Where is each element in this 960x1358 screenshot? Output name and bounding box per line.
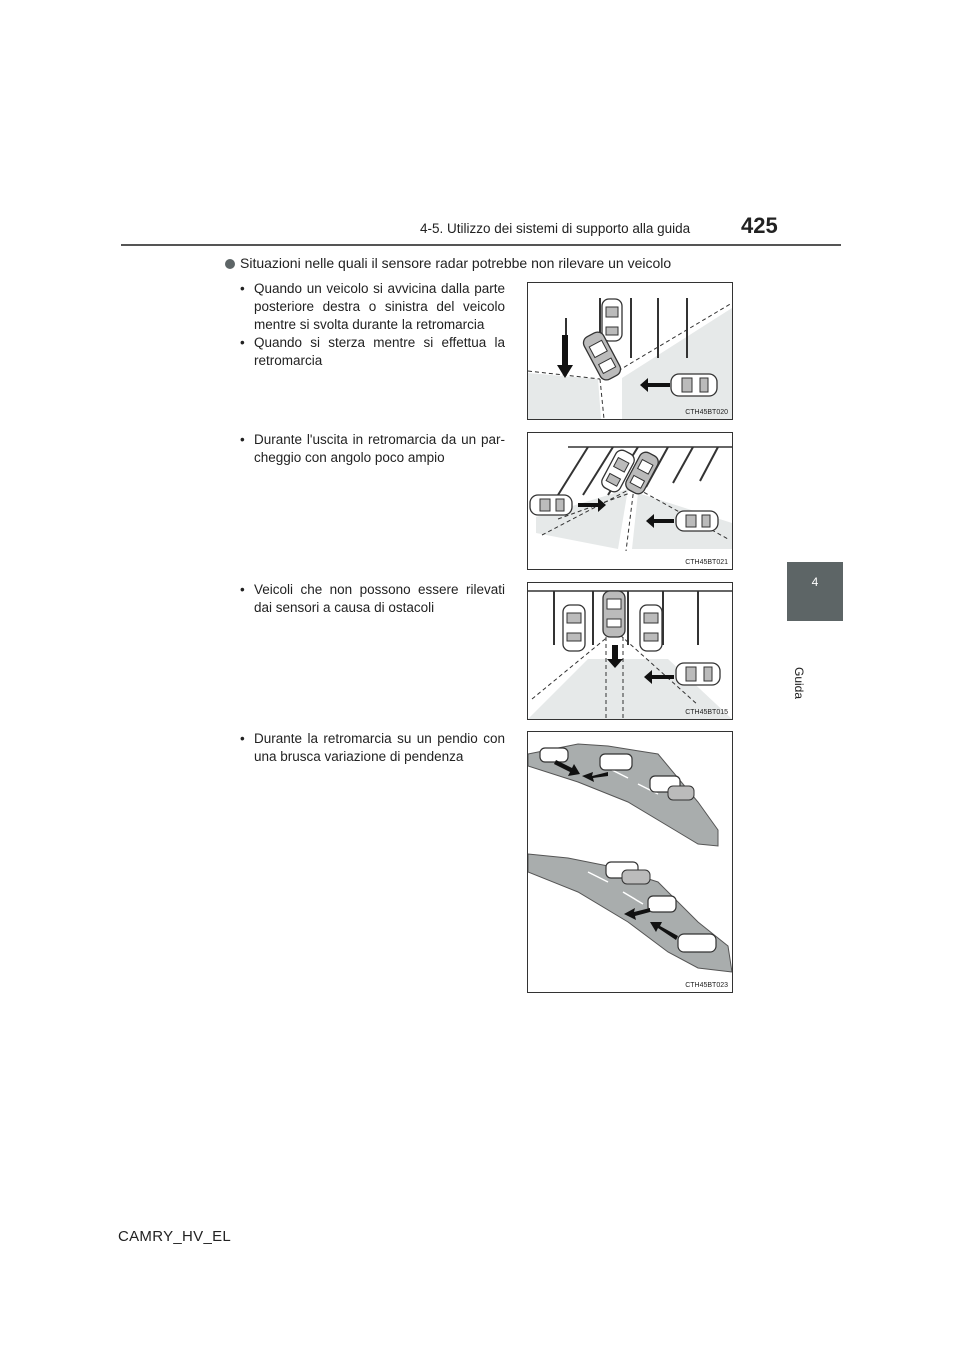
- chapter-number: 4: [811, 575, 819, 589]
- parking-turn-diagram: [528, 283, 732, 419]
- section-heading-text: Situazioni nelle quali il sensore radar potrebbe non rilevare un veicolo: [240, 255, 672, 271]
- item-text-2: [240, 431, 505, 467]
- figure-code: CTH45BT015: [685, 709, 728, 716]
- page-number: 425: [741, 213, 778, 238]
- slope-diagram: [528, 732, 732, 992]
- figure-3: [527, 582, 733, 720]
- obstacle-parking-diagram: [528, 583, 732, 719]
- circle-bullet-icon: [225, 259, 235, 269]
- list-item: • Durante la retromarcia su un pendio con una brusca variazione di pendenza: [240, 730, 505, 766]
- chapter-label: [792, 625, 830, 700]
- angled-parking-diagram: [528, 433, 732, 569]
- item-text-1: [240, 280, 505, 370]
- list-item: • Quando si sterza mentre si effettua la retromarcia: [240, 334, 505, 370]
- section-heading: [225, 255, 671, 271]
- header-rule: [121, 244, 841, 246]
- list-item: • Quando un veicolo si avvicina dalla parte posteriore destra o sinistra del veicolo mentre si svolta durante la retromarcia: [240, 280, 505, 334]
- figure-code: CTH45BT021: [685, 559, 728, 566]
- item-text-3: [240, 581, 505, 617]
- figure-1: [527, 282, 733, 420]
- item-text-4: [240, 730, 505, 766]
- footer-model: CAMRY_HV_EL: [118, 1228, 232, 1245]
- figure-2: [527, 432, 733, 570]
- figure-code: CTH45BT020: [685, 409, 728, 416]
- header-section-title: 4-5. Utilizzo dei sistemi di supporto alla guida: [420, 221, 691, 236]
- chapter-label-text: Guida: [792, 667, 806, 700]
- figure-code: CTH45BT023: [685, 982, 728, 989]
- figure-4: [527, 731, 733, 993]
- list-item: • Durante l'uscita in retromarcia da un par-cheggio con angolo poco ampio: [240, 431, 505, 467]
- list-item: • Veicoli che non possono essere rilevati dai sensori a causa di ostacoli: [240, 581, 505, 617]
- chapter-tab: [787, 562, 843, 621]
